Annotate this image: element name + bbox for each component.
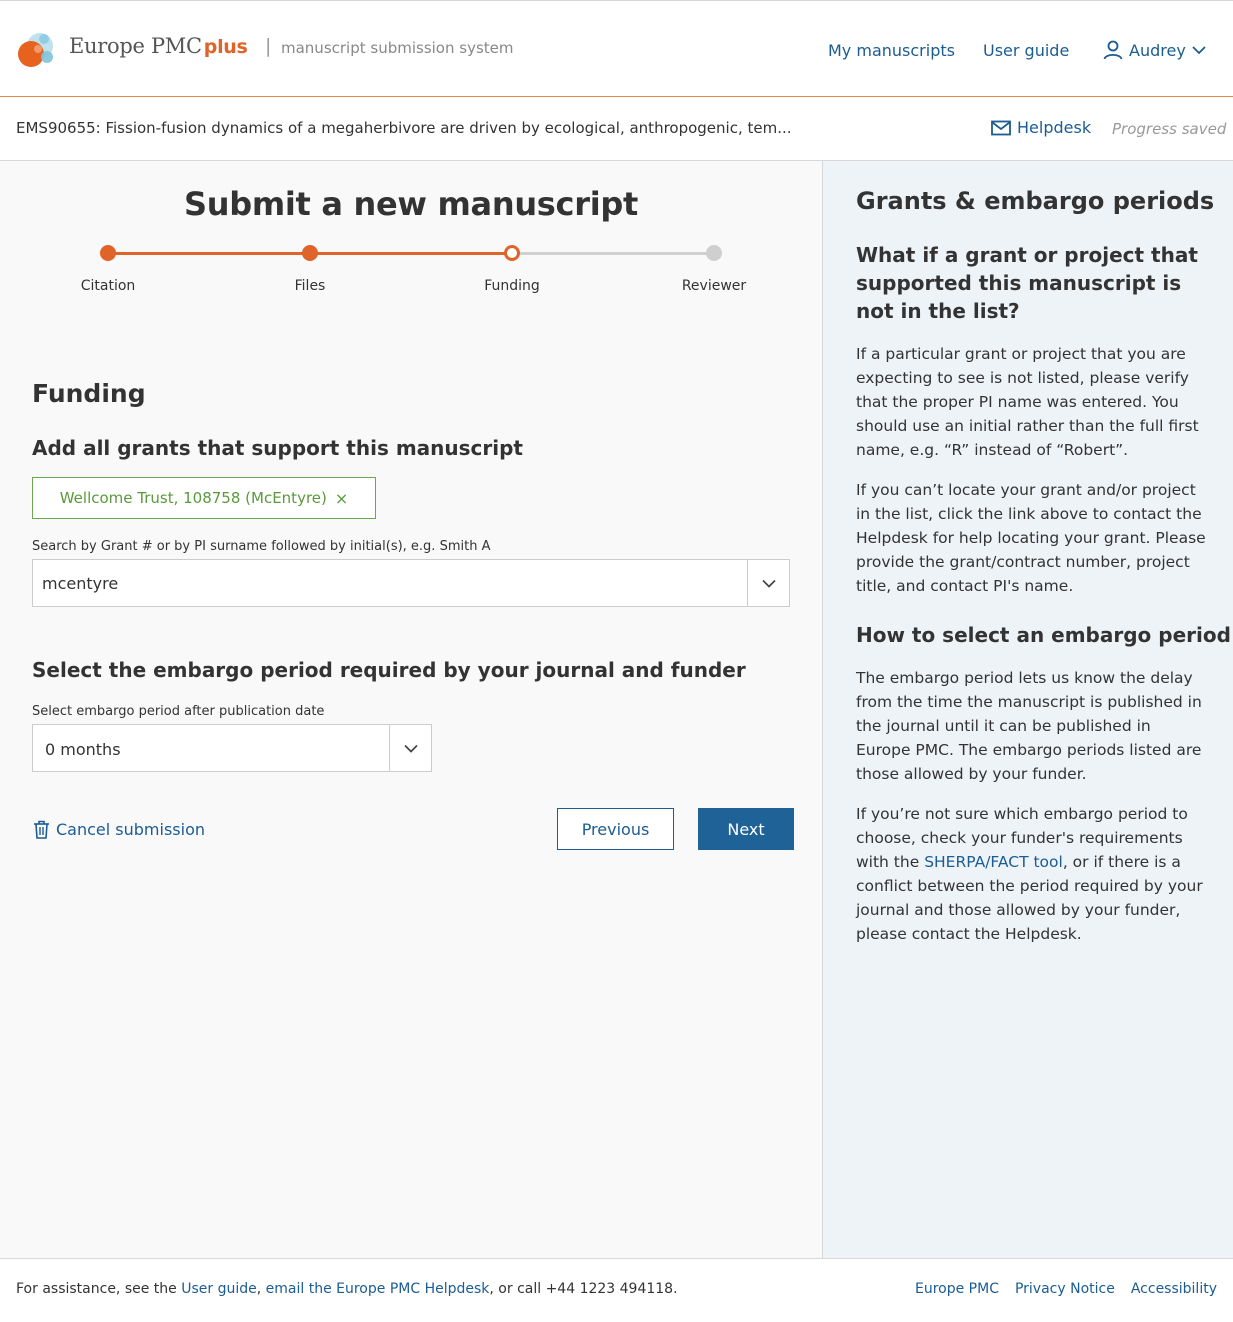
step-label-files[interactable]: Files	[294, 278, 326, 294]
site-header	[0, 0, 1233, 97]
page-title: Submit a new manuscript	[184, 185, 638, 223]
sidebar-question-grants: What if a grant or project that supported this manuscript is not in the list?	[856, 243, 1198, 323]
chevron-down-icon	[1192, 45, 1206, 55]
site-footer	[0, 1258, 1233, 1322]
cancel-submission-link[interactable]: Cancel submission	[33, 820, 205, 839]
selected-grant-chip	[32, 477, 376, 519]
embargo-heading: Select the embargo period required by your journal and funder	[32, 658, 746, 682]
helpdesk-link[interactable]: Helpdesk	[991, 118, 1091, 137]
user-menu[interactable]	[1102, 37, 1206, 63]
brand-subtitle: manuscript submission system	[281, 39, 514, 57]
user-name: Audrey	[1129, 40, 1186, 60]
stepper-line-pending	[512, 252, 714, 255]
footer-email-helpdesk-link[interactable]: email the Europe PMC Helpdesk	[265, 1281, 490, 1297]
user-icon	[1102, 39, 1124, 61]
next-button[interactable]: Next	[698, 808, 794, 850]
sidebar-question-embargo: How to select an embargo period	[856, 623, 1231, 647]
grant-search-label: Search by Grant # or by PI surname followed by initial(s), e.g. Smith A	[32, 539, 491, 554]
manuscript-title: EMS90655: Fission-fusion dynamics of a megaherbivore are driven by ecological, anthropogenic, tem...	[16, 119, 792, 137]
footer-assistance-text: For assistance, see the User guide, email the Europe PMC Helpdesk, or call +44 1223 494118.	[16, 1281, 678, 1297]
step-dot-reviewer	[706, 245, 722, 261]
footer-link-europe-pmc[interactable]: Europe PMC	[914, 1281, 999, 1297]
brand-separator: |	[265, 35, 272, 57]
grant-search-value: mcentyre	[42, 574, 119, 593]
grants-heading: Add all grants that support this manuscript	[32, 436, 523, 460]
sidebar-paragraph-1: If a particular grant or project that you are expecting to see is not listed, please verify that the proper PI name was entered. You should use an initial rather than the full first name, e.g. “R” instead of “Robert”.	[856, 345, 1199, 459]
brand-name[interactable]: Europe PMC plus	[69, 34, 248, 58]
sidebar-paragraph-2: If you can’t locate your grant and/or project in the list, click the link above to contact the Helpdesk for help locating your grant. Please provide the grant/contract number, project title, and contact PI's name.	[856, 481, 1206, 595]
nav-my-manuscripts[interactable]: My manuscripts	[828, 41, 955, 60]
step-label-citation[interactable]: Citation	[80, 278, 136, 294]
close-icon[interactable]: ×	[334, 488, 349, 508]
nav-user-guide[interactable]: User guide	[983, 41, 1070, 60]
sidebar-paragraph-3: The embargo period lets us know the delay from the time the manuscript is published in the journal until it can be published in Europe PMC. The embargo periods listed are those allowed by your funder.	[856, 669, 1202, 783]
main-content	[0, 161, 822, 1258]
embargo-dropdown-toggle[interactable]	[389, 725, 431, 771]
step-label-reviewer: Reviewer	[681, 278, 747, 294]
step-label-funding: Funding	[484, 278, 540, 294]
step-dot-funding	[504, 245, 520, 261]
trash-icon	[33, 820, 50, 839]
manuscript-title-bar	[0, 97, 1233, 161]
help-sidebar	[822, 161, 1233, 1258]
footer-user-guide-link[interactable]: User guide	[181, 1281, 257, 1297]
footer-link-accessibility[interactable]: Accessibility	[1130, 1281, 1217, 1297]
europe-pmc-logo[interactable]	[14, 27, 60, 73]
footer-links	[915, 1281, 1217, 1297]
selected-grant-label: Wellcome Trust, 108758 (McEntyre)	[59, 489, 327, 507]
sidebar-paragraph-4: If you’re not sure which embargo period to choose, check your funder's requirements with the SHERPA/FACT tool, or if there is a conflict between the period required by your journal and those allowed by your funder, please contact the Helpdesk.	[856, 805, 1203, 943]
previous-button[interactable]: Previous	[557, 808, 674, 850]
embargo-select[interactable]	[32, 724, 432, 772]
step-dot-files[interactable]	[302, 245, 318, 261]
section-title: Funding	[32, 379, 146, 408]
progress-stepper	[0, 161, 822, 311]
step-dot-citation[interactable]	[100, 245, 116, 261]
grant-search-input[interactable]	[32, 559, 790, 607]
sidebar-title: Grants & embargo periods	[856, 187, 1215, 215]
sherpa-fact-link[interactable]: SHERPA/FACT tool	[924, 853, 1063, 871]
embargo-value: 0 months	[45, 740, 121, 759]
progress-status: Progress saved	[1112, 120, 1227, 138]
grant-search-dropdown-toggle[interactable]	[747, 560, 789, 606]
chevron-down-icon	[404, 744, 418, 753]
chevron-down-icon	[762, 579, 776, 588]
embargo-label: Select embargo period after publication date	[32, 704, 325, 719]
mail-icon	[991, 120, 1011, 136]
footer-link-privacy[interactable]: Privacy Notice	[1014, 1281, 1115, 1297]
